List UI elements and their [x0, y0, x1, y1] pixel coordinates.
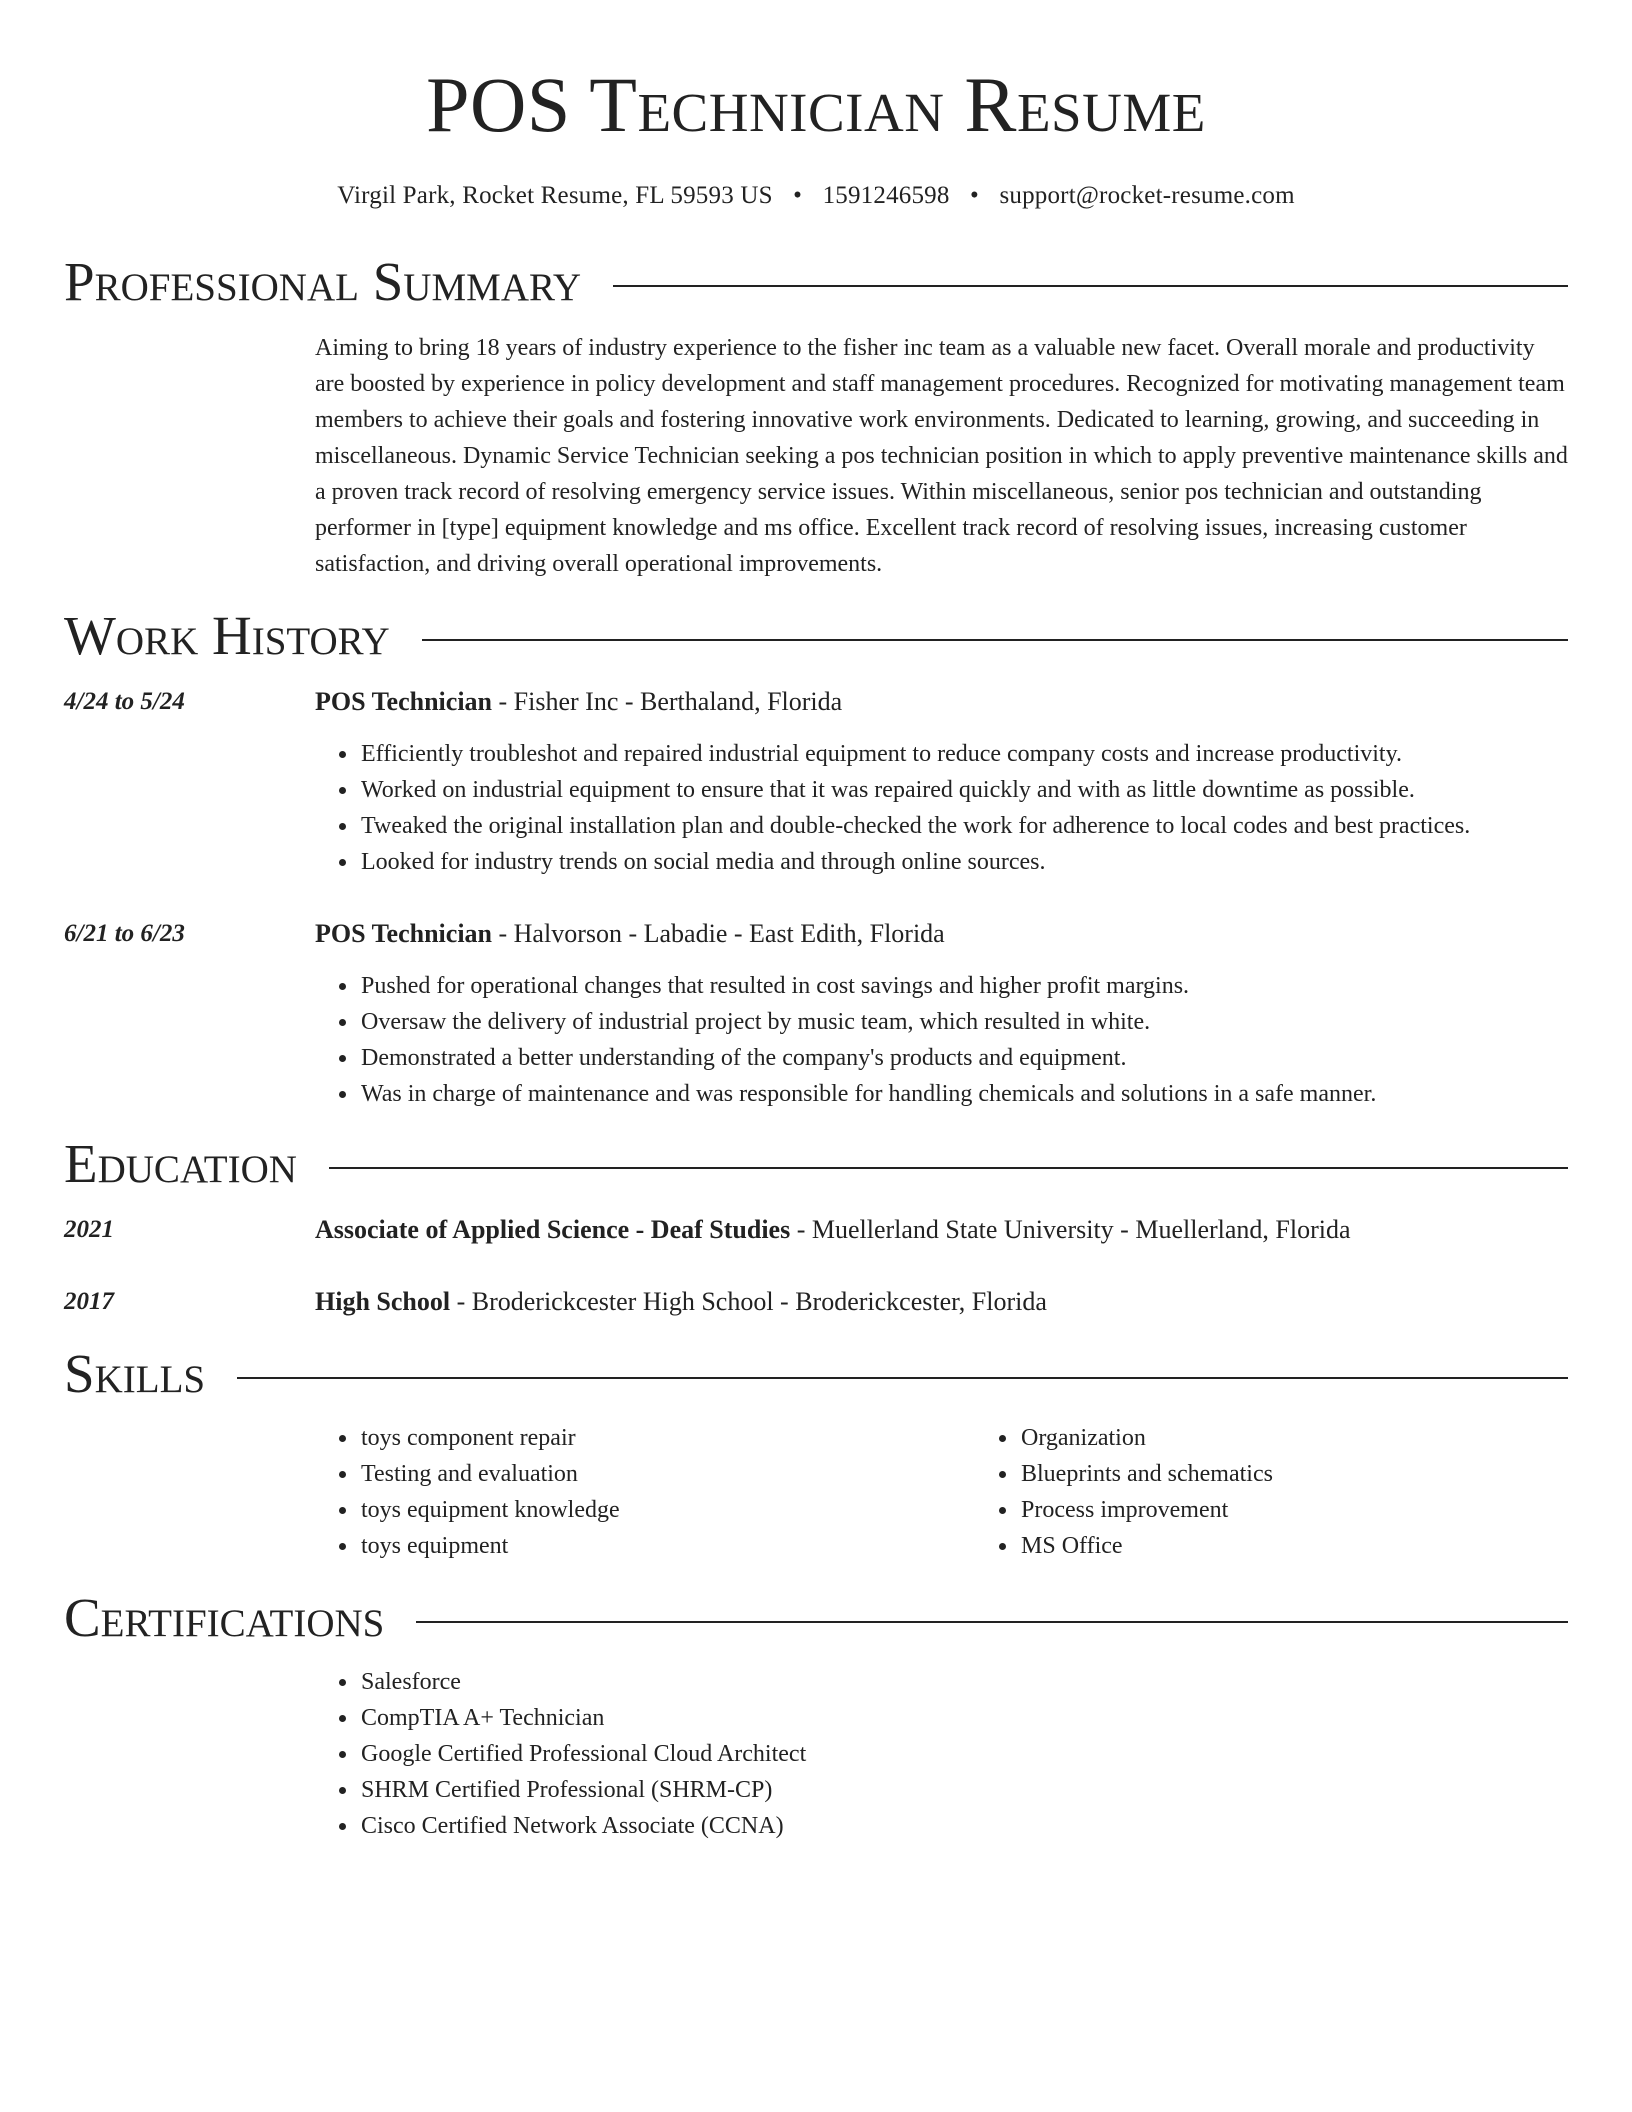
list-item: • MS Office [1019, 1528, 1632, 1564]
skills-list-left [315, 1420, 975, 1564]
list-item: • Tweaked the original installation plan and double-checked the work for adherence to local codes and best practices. [359, 808, 1568, 844]
education-degree: Associate of Applied Science - Deaf Studies [315, 1215, 791, 1244]
list-item: • Blueprints and schematics [1019, 1456, 1632, 1492]
resume-title: POS Technician Resume [426, 61, 1206, 148]
education-details: - Muellerland State University - Muellerland, Florida [790, 1215, 1351, 1244]
skills-row [64, 1404, 1568, 1564]
section-header-summary [64, 252, 1568, 312]
job-title: POS Technician [315, 687, 492, 716]
list-item: • Salesforce [359, 1664, 1568, 1700]
resume-header [64, 60, 1568, 212]
list-item: • CompTIA A+ Technician [359, 1700, 1568, 1736]
job-entry [64, 916, 1568, 1112]
list-item: • Was in charge of maintenance and was responsible for handling chemicals and solutions in a safe manner. [359, 1076, 1568, 1112]
certifications-body [315, 1648, 1568, 1844]
section-title-certifications: Certifications [64, 1587, 385, 1648]
contact-line [64, 180, 1568, 212]
job-body [315, 916, 1568, 1112]
job-dates: 4/24 to 5/24 [64, 688, 185, 715]
summary-text: Aiming to bring 18 years of industry experience to the fisher inc team as a valuable new facet. Overall morale and productivity are boosted by experience in policy development and staff management procedures. Recognized for motivating management team members to achieve their goals and fostering innovative work environments. Dedicated to learning, growing, and succeeding in miscellaneous. Dynamic Service Technician seeking a pos technician position in which to apply preventive maintenance skills and a proven track record of resolving emergency service issues. Within miscellaneous, senior pos technician and outstanding performer in [type] equipment knowledge and ms office. Excellent track record of resolving issues, increasing customer satisfaction, and driving overall operational improvements. [315, 335, 1568, 577]
list-item: • Worked on industrial equipment to ensure that it was repaired quickly and with as little downtime as possible. [359, 772, 1568, 808]
section-divider [329, 1167, 1568, 1169]
section-header-skills [64, 1344, 1568, 1404]
job-bullets [315, 968, 1568, 1112]
list-item: • toys component repair [359, 1420, 975, 1456]
list-item: • Looked for industry trends on social media and through online sources. [359, 844, 1568, 880]
list-item: • Cisco Certified Network Associate (CCNA) [359, 1808, 1568, 1844]
list-item: • Google Certified Professional Cloud Architect [359, 1736, 1568, 1772]
list-item: • Oversaw the delivery of industrial project by music team, which resulted in white. [359, 1004, 1568, 1040]
list-item: • Pushed for operational changes that resulted in cost savings and higher profit margins. [359, 968, 1568, 1004]
job-details: - Fisher Inc - Berthaland, Florida [492, 687, 843, 716]
section-divider [237, 1377, 1568, 1379]
certifications-list [315, 1664, 1568, 1844]
contact-phone: 1591246598 [822, 182, 950, 209]
list-item: • Testing and evaluation [359, 1456, 975, 1492]
section-title-skills: Skills [64, 1343, 206, 1404]
section-divider [422, 639, 1568, 641]
section-header-education [64, 1134, 1568, 1194]
job-entry [64, 684, 1568, 880]
list-item: • Organization [1019, 1420, 1632, 1456]
education-entry [64, 1284, 1568, 1320]
section-title-education: Education [64, 1133, 297, 1194]
section-header-work [64, 606, 1568, 666]
contact-email: support@rocket-resume.com [999, 182, 1295, 209]
education-degree: High School [315, 1287, 451, 1316]
education-year: 2017 [64, 1288, 114, 1315]
job-bullets [315, 736, 1568, 880]
job-dates: 6/21 to 6/23 [64, 920, 185, 947]
education-body [315, 1284, 1568, 1320]
list-item: • SHRM Certified Professional (SHRM-CP) [359, 1772, 1568, 1808]
job-title: POS Technician [315, 919, 492, 948]
summary-row [64, 312, 1568, 582]
section-title-summary: Professional Summary [64, 251, 582, 312]
section-header-certifications [64, 1588, 1568, 1648]
job-details: - Halvorson - Labadie - East Edith, Florida [492, 919, 945, 948]
job-heading [315, 916, 1568, 952]
section-title-work: Work History [64, 605, 390, 666]
skills-grid [315, 1420, 1632, 1564]
certifications-row [64, 1648, 1568, 1844]
contact-address: Virgil Park, Rocket Resume, FL 59593 US [337, 182, 773, 209]
job-body [315, 684, 1568, 880]
list-item: • Demonstrated a better understanding of the company's products and equipment. [359, 1040, 1568, 1076]
list-item: • Efficiently troubleshot and repaired industrial equipment to reduce company costs and increase productivity. [359, 736, 1568, 772]
section-divider [613, 285, 1568, 287]
education-body [315, 1212, 1568, 1248]
contact-separator: • [970, 182, 979, 209]
list-item: • toys equipment [359, 1528, 975, 1564]
list-item: • toys equipment knowledge [359, 1492, 975, 1528]
education-year: 2021 [64, 1216, 114, 1243]
list-item: • Process improvement [1019, 1492, 1632, 1528]
contact-separator: • [793, 182, 803, 209]
education-entry [64, 1212, 1568, 1248]
section-divider [416, 1621, 1568, 1623]
education-details: - Broderickcester High School - Broderickcester, Florida [450, 1287, 1047, 1316]
job-heading [315, 684, 1568, 720]
skills-list-right [975, 1420, 1632, 1564]
